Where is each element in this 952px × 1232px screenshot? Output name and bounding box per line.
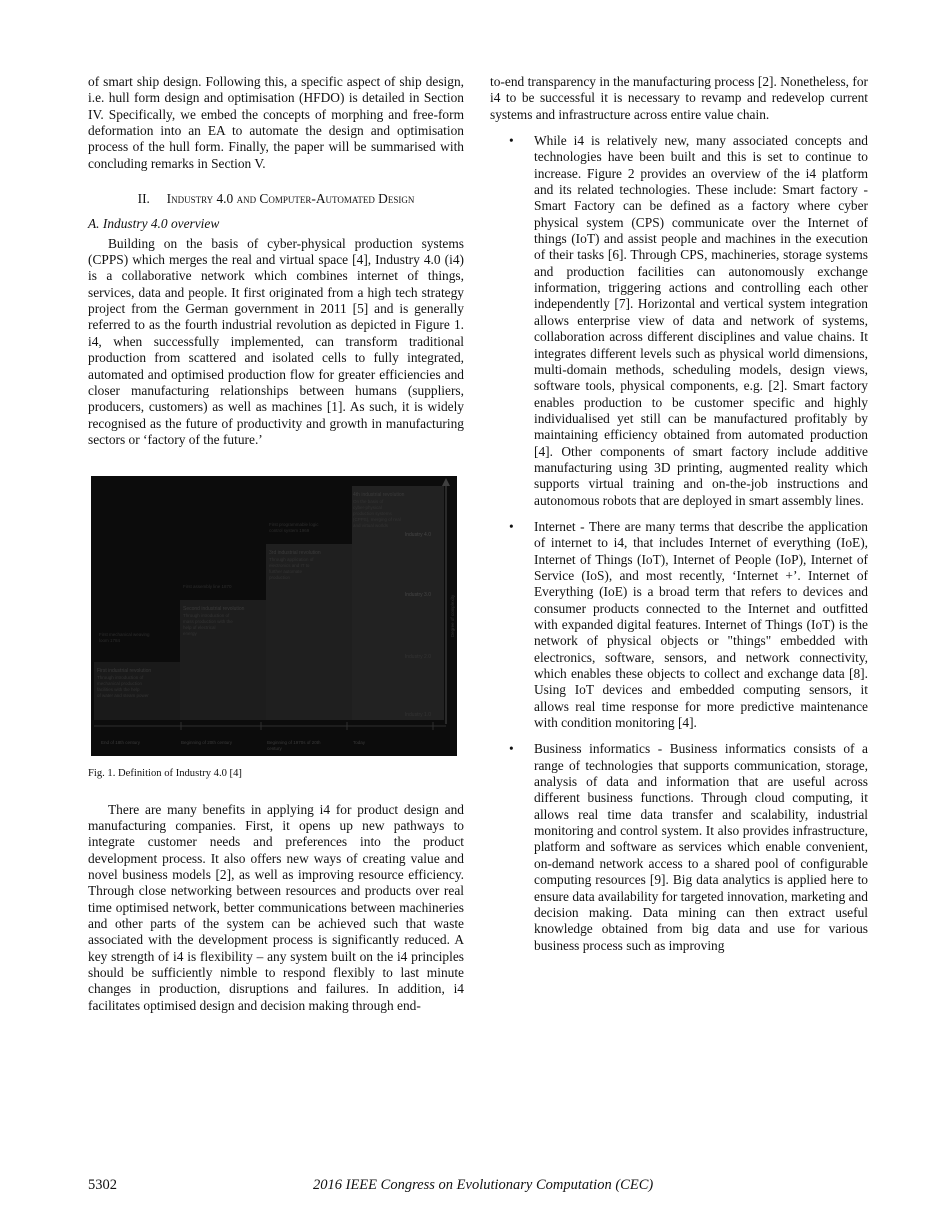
left-column — [88, 74, 464, 1014]
figure-caption: Fig. 1. Definition of Industry 4.0 [4] — [88, 768, 242, 780]
right-column — [490, 74, 868, 964]
step-body: production — [269, 575, 291, 581]
figure-industry-4-0 — [91, 476, 457, 756]
bullet-business-informatics — [490, 741, 868, 953]
step-body: production systems — [353, 511, 392, 517]
step-body: energy — [183, 631, 197, 637]
section-number: II. — [137, 191, 150, 207]
conference-footer: 2016 IEEE Congress on Evolutionary Computation (CEC) — [313, 1177, 654, 1193]
step-body: further automate — [269, 569, 303, 575]
step-title: Second industrial revolution — [183, 606, 245, 613]
step-body: electronics and IT to — [269, 563, 310, 569]
milestone-label: control system 1969 — [269, 528, 310, 534]
step-body: help of electrical — [183, 625, 216, 631]
intro-paragraph: of smart ship design. Following this, a specific aspect of ship design, i.e. hull form design and optimisation (HFDO) is detailed in Section IV. Specifically, we embed the concepts of morphing and free-form deformation into an EA to automate the design and optimisation process of the hull form. Finally, the paper will be summarised with concluding remarks in Section V. — [88, 74, 464, 171]
era-label: End of 18th century — [101, 740, 141, 746]
section-heading — [88, 191, 464, 207]
industry-level-label: Industry 4.0 — [404, 532, 431, 539]
technology-bullet-list — [490, 133, 868, 954]
step-title: 3rd industrial revolution — [269, 550, 321, 557]
step-body: of water and steam power — [97, 693, 149, 699]
industry-level-label: Industry 1.0 — [404, 712, 431, 719]
milestone-label: First mechanical weaving — [99, 632, 150, 638]
era-label: Beginning of 1970s of 20th — [267, 740, 321, 746]
subsection-title: A. Industry 4.0 overview — [88, 216, 220, 232]
page-number: 5302 — [88, 1177, 117, 1193]
bullet-marker: • — [509, 133, 514, 149]
paragraph-benefits: There are many benefits in applying i4 for product design and manufacturing companies. First, it opens up new pathways to integrate customer needs and preferences into the product development process. It also offers new ways of creating value and novel business models [2], as well as improving resource efficiency. Through close networking between resources and products over real time optimised network, better communications between machineries and other parts of the system can be achieved such that waste associated with the development process is significantly reduced. A key strength of i4 is flexibility – any system built on the i4 principles should be sufficiently nimble to respond flexibly to last minute changes in production, disruptions and failures. In addition, i4 facilitates optimised design and decision making through end- — [88, 801, 464, 1013]
era-label: century — [267, 746, 282, 752]
step-body: and virtual worlds — [353, 523, 389, 529]
complexity-axis-label: Degree of complexity — [450, 595, 455, 638]
right-intro-paragraph: to-end transparency in the manufacturing process [2]. Nonetheless, for i4 to be successful it is necessary to revamp and redevelop current systems and infrastructure across entire value chain. — [490, 74, 868, 122]
step-body: mechanical production — [97, 681, 143, 687]
era-label: Beginning of 20th century — [181, 740, 233, 746]
step-body: Through application of — [269, 557, 314, 563]
bullet-marker: • — [509, 741, 514, 757]
step-body: On the basis of — [353, 499, 384, 505]
step-body: Through introduction of — [97, 675, 144, 681]
step-body: facilities with the help — [97, 687, 140, 693]
milestone-label: First programmable logic — [269, 522, 319, 528]
step-title: First industrial revolution — [97, 668, 152, 675]
step-body: Through introduction of — [183, 613, 230, 619]
bullet-text: While i4 is relatively new, many associated concepts and technologies have been built and this is set to continue to increase. Figure 2 provides an overview of the i4 platform and its related technologies. These include: Smart factory - Smart Factory can be defined as a factory where cyber physical system (CPS) communicate over the Internet of things (IoT) and assist people and machines in the execution of their tasks [6]. Through CPS, machineries, storage systems and production facilities can autonomously exchange information, triggering actions and controlling each other independently [7]. Horizontal and vertical system integration allows enterprise view of data and network of systems, collaboration across different disciplines and value chains. It integrates different levels such as physical world dimensions, multi-domain methods, scheduling models, design views, software tools, physical components, e.g. [2]. Smart factory enables production to be customer specific and highly individualised yet still can be manufactured profitably by maintaining efficiency obtained from automated production [4]. Other components of smart factory include additive manufacturing using 3D printing, augmented reality which supports virtual training and on-the-job instructions and autonomous robots that are deployed in smart assembly lines. — [534, 133, 868, 508]
bullet-text: Internet - There are many terms that describe the application of internet to i4, that includes Internet of everything (IoE), Internet of Things (IoT), Internet of People (IoP), Internet of Service (IoS), and most recently, ‘Internet +’. Internet of Everything (IoE) is a broad term that refers to devices and consumer products connected to the Internet and outfitted with expanded digital features. Internet of Things (IoT) is the network of physical objects or "things" embedded with electronics, software, sensors, and network connectivity, which enables these objects to collect and exchange data [8]. Using IoT devices and embedded computing sensors, it allows real time response for more predictive maintenance with condition monitoring [4]. — [534, 518, 868, 731]
industry-level-label: Industry 2.0 — [404, 654, 431, 661]
step-body: mass production with the — [183, 619, 233, 625]
milestone-label: loom 1784 — [99, 638, 121, 644]
industry-level-label: Industry 3.0 — [404, 592, 431, 599]
era-label: Today — [353, 740, 366, 746]
bullet-internet — [490, 519, 868, 731]
bullet-smart-factory — [490, 133, 868, 509]
figure-staircase-diagram — [91, 476, 457, 756]
milestone-label: First assembly line 1870 — [183, 584, 232, 590]
step-title: 4th industrial revolution — [353, 492, 405, 499]
paragraph-industry-overview: Building on the basis of cyber-physical production systems (CPPS) which merges the real and virtual space [4], Industry 4.0 (i4) is a collaborative network which combines internet of things, services, data and people. It first originated from a high tech strategy project from the German government in 2011 [5] and is generally referred to as the fourth industrial revolution as depicted in Figure 1. i4, when successfully implemented, can transform traditional production from scattered and isolated cells to fully integrated, automated and optimised production flow for greater efficiencies and closer manufacturing relationships between humans (suppliers, producers, customers) as well as machines [1]. As such, it is widely recognised as the future of productivity and growth in manufacturing sectors or ‘factory of the future.’ — [88, 235, 464, 447]
step-body: (CPPS), merging of real — [353, 517, 401, 523]
section-title: Industry 4.0 and Computer-Automated Design — [166, 191, 415, 207]
step-body: cyber-physical — [353, 505, 382, 511]
bullet-marker: • — [509, 518, 514, 534]
bullet-text: Business informatics - Business informatics consists of a range of technologies that supports communication, storage, analysis of data and information that are useful across different business functions. Through cloud computing, it allows real time data transfer and scalability, industrial monitoring and control system. It also provides infrastructure, platform and software as services which enable convenient, on-demand network access to a shared pool of configurable computing resources [9]. Big data analytics is applied here to ensure data availability for targeted innovation, marketing and decision making. Data mining can then extract useful knowledge obtained from big data and use for various business process such as improving — [534, 741, 868, 953]
